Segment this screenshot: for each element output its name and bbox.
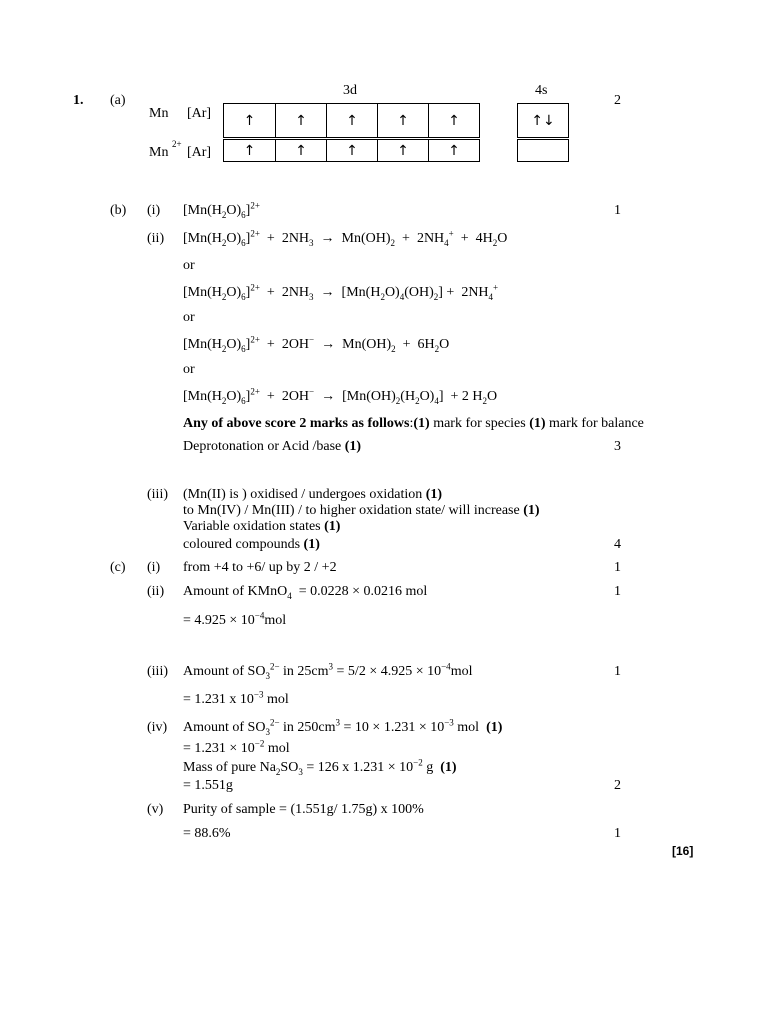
orbital-arrow: ↑ (243, 112, 256, 129)
equation-1: $[Mn(H_2O)_6]^{2+} + 2NH_3 \to Mn(OH)_2 + 2NH_4^+ + 4H_2O$ (183, 228, 508, 248)
orbital-arrow: ↑ (275, 104, 326, 137)
equation-2: $[Mn(H_2O)_6]^{2+} + 2NH_3 \to [Mn(H_2O)_4(OH)_2] + 2NH_4^+$ (183, 282, 499, 302)
iii-line-4: coloured compounds (1) (183, 537, 320, 552)
part-c-i-marks: 1 (614, 560, 621, 575)
equation-3: $[Mn(H_2O)_6]^{2+} + 2OH^- \to Mn(OH)_2 + 6H_2O$ (183, 334, 450, 354)
orbital-arrow: ↑ (428, 140, 479, 161)
mn-ar-label: [Ar] (187, 106, 212, 121)
orbital-3d-header: 3d (343, 83, 357, 98)
so3-25cm3: Amount of $SO_3^{2-}$ in $25cm^3 = 5/2 \times 4.925 \times 10^{-4}mol$ (183, 661, 473, 681)
total-marks: [16] (672, 844, 694, 858)
part-b-iii-marks: 4 (614, 537, 621, 552)
so3-25cm3-result: = 1.231 x $10^{-3}$ mol (183, 689, 289, 707)
orbital-arrow: ↑ (377, 140, 428, 161)
part-b-i-label: (i) (147, 203, 161, 218)
iii-line-1: (Mn(II) is ) oxidised / undergoes oxidation (1) (183, 487, 443, 502)
mn-3d-orbitals (223, 103, 480, 138)
part-c-iv-label: (iv) (147, 720, 168, 735)
mn2-3d-orbitals (223, 139, 480, 162)
part-c-iv-marks: 2 (614, 778, 621, 793)
part-c-i-text: from +4 to +6/ up by 2 / +2 (183, 560, 337, 575)
marking-note: Any of above score 2 marks as follows:(1) mark for species (1) mark for balance (183, 416, 644, 431)
or-text: or (183, 258, 195, 273)
part-c-i-label: (i) (147, 560, 161, 575)
orbital-arrow: ↑ (326, 140, 377, 161)
part-a-label: (a) (110, 93, 126, 108)
equation-4: $[Mn(H_2O)_6]^{2+} + 2OH^- \to [Mn(OH)_2(H_2O)_4] + 2$ $H_2O$ (183, 386, 498, 406)
orbital-empty (518, 140, 568, 161)
part-b-ii-marks: 3 (614, 439, 621, 454)
purity-result: = 88.6% (183, 826, 231, 841)
na2so3-mass-result: = 1.551g (183, 778, 233, 793)
part-c-iii-marks: 1 (614, 664, 621, 679)
orbital-arrow: ↑ (275, 140, 326, 161)
mn2-charge: 2+ (171, 139, 182, 150)
part-b-label: (b) (110, 203, 127, 218)
or-text: or (183, 310, 195, 325)
or-text: or (183, 362, 195, 377)
mn2-4s-orbital (517, 139, 569, 162)
kmno4-result: = $4.925 \times 10^{-4}mol$ (183, 610, 287, 628)
part-c-v-marks: 1 (614, 826, 621, 841)
formula-hexaaqua: $[Mn(H_2O)_6]^{2+}$ (183, 200, 260, 220)
iii-line-2: to Mn(IV) / Mn(III) / to higher oxidation state/ will increase (1) (183, 503, 540, 518)
so3-250cm3-result: = $1.231 \times 10^{-2}$ mol (183, 738, 290, 756)
orbital-arrow: ↑ (377, 104, 428, 137)
orbital-arrow-pair: ↑↓ (531, 112, 555, 129)
question-number: 1. (73, 93, 84, 108)
orbital-arrow: ↑ (428, 104, 479, 137)
orbital-4s-header: 4s (535, 83, 548, 98)
iii-line-3: Variable oxidation states (1) (183, 519, 341, 534)
mn2-ar-label: [Ar] (187, 145, 212, 160)
part-b-i-marks: 1 (614, 203, 621, 218)
mn2-label: Mn $^{2+}$ (149, 139, 182, 160)
orbital-arrow: ↑ (326, 104, 377, 137)
part-b-iii-label: (iii) (147, 487, 168, 502)
kmno4-amount: Amount of KMnO$_4$ = 0.0228 × 0.0216 mol (183, 584, 428, 601)
part-c-ii-label: (ii) (147, 584, 165, 599)
part-a-marks: 2 (614, 93, 621, 108)
part-c-label: (c) (110, 560, 126, 575)
part-c-v-label: (v) (147, 802, 164, 817)
part-c-iii-label: (iii) (147, 664, 168, 679)
part-c-ii-marks: 1 (614, 584, 621, 599)
so3-250cm3: Amount of $SO_3^{2-}$ in $250cm^3 = 10 \times 1.231 \times 10^{-3}$ mol (1) (183, 717, 503, 737)
part-b-ii-label: (ii) (147, 231, 165, 246)
deprotonation-line: Deprotonation or Acid /base (1) (183, 439, 362, 454)
mn-label: Mn (149, 106, 169, 121)
orbital-arrow: ↑ (243, 142, 256, 159)
purity-text: Purity of sample = (1.551g/ 1.75g) x 100% (183, 802, 424, 817)
mn-4s-orbital (517, 103, 569, 138)
na2so3-mass: Mass of pure $Na_2SO_3 = 126$ x $1.231 \times 10^{-2}$ g (1) (183, 757, 457, 777)
